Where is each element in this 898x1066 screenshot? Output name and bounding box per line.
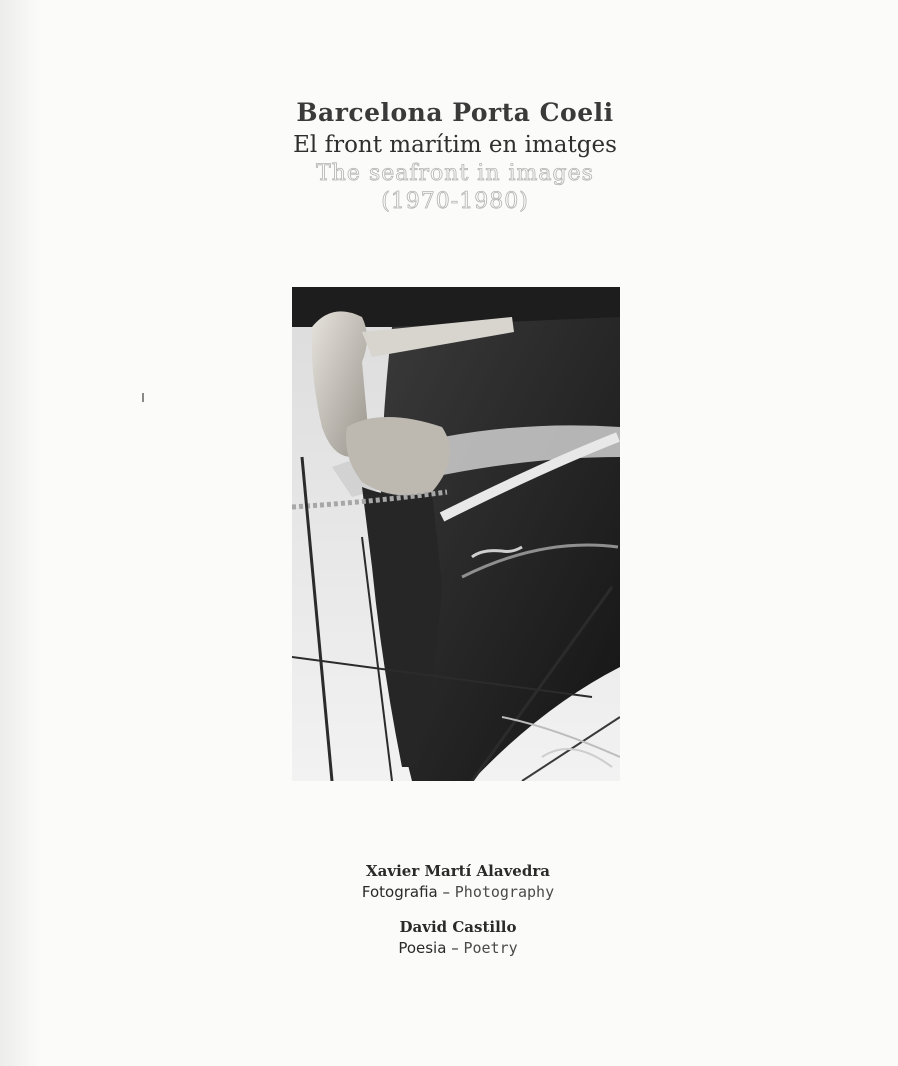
paper-mark bbox=[142, 393, 144, 402]
credit-poet bbox=[300, 916, 616, 958]
credit-role bbox=[300, 938, 616, 958]
role-separator: – bbox=[437, 883, 455, 901]
credit-photographer bbox=[300, 860, 616, 902]
page-edge-shadow bbox=[0, 0, 40, 1066]
credits bbox=[300, 860, 616, 972]
role-separator: – bbox=[446, 939, 464, 957]
credit-name: David Castillo bbox=[399, 918, 517, 936]
role-catalan: Fotografia bbox=[361, 883, 438, 901]
cover-photo bbox=[292, 287, 620, 781]
role-catalan: Poesia bbox=[398, 939, 447, 957]
book-subtitle-english: The seafront in images bbox=[316, 161, 594, 186]
credit-name: Xavier Martí Alavedra bbox=[366, 862, 550, 880]
mermaid-figurehead-photo-icon bbox=[292, 287, 620, 781]
role-english: Photography bbox=[454, 883, 555, 901]
credit-role bbox=[300, 882, 616, 902]
book-subtitle-catalan: El front marítim en imatges bbox=[293, 132, 617, 158]
role-english: Poetry bbox=[463, 939, 518, 957]
book-title: Barcelona Porta Coeli bbox=[296, 98, 614, 127]
title-block bbox=[250, 96, 660, 216]
book-years: (1970-1980) bbox=[381, 189, 529, 214]
